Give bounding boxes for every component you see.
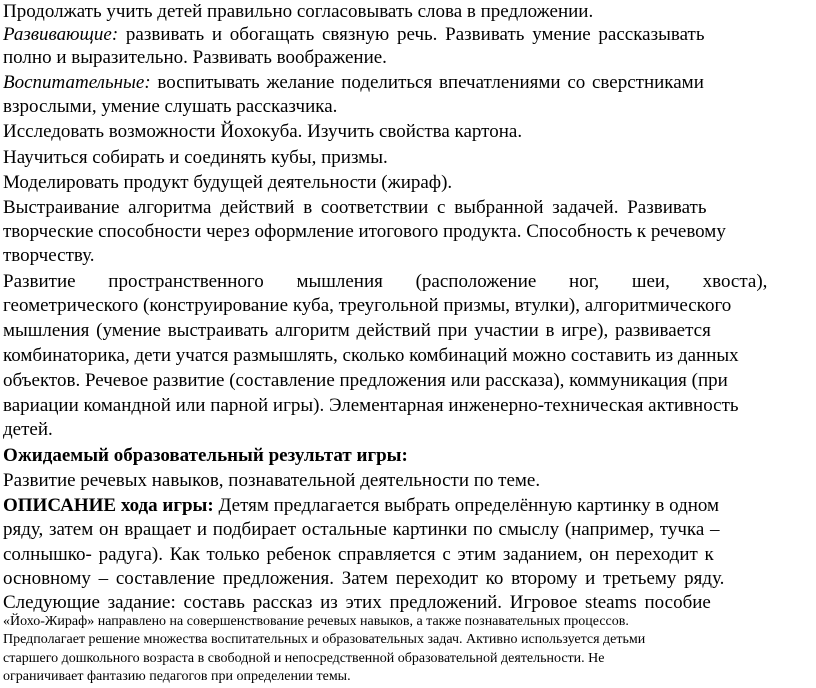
expected-result-heading: Ожидаемый образовательный результат игры: (3, 445, 408, 466)
text-span: развивать и обогащать связную речь. Развивать умение рассказывать (125, 24, 705, 45)
text-line-small: Предполагает решение множества воспитательных и образовательных задач. Активно используется детьми (3, 632, 646, 647)
text-line: Развитие пространственного мышления (расположение ног, шеи, хвоста), (3, 271, 768, 292)
text-line (3, 24, 705, 46)
text-line: Моделировать продукт будущей деятельности (жираф). (3, 172, 453, 193)
game-description-heading: ОПИСАНИЕ хода игры: (3, 495, 214, 516)
text-line: творческие способности через оформление итогового продукта. Способность к речевому (3, 221, 726, 242)
text-line: основному – составление предложения. Затем переходит ко второму и третьему ряду. (3, 568, 725, 589)
text-line: ряду, затем он вращает и подбирает остальные картинки по смыслу (например, тучка – (3, 519, 720, 540)
text-span: Детям предлагается выбрать определённую картинку в одном (218, 495, 720, 516)
text-line: взрослыми, умение слушать рассказчика. (3, 96, 338, 117)
text-span: воспитывать желание поделиться впечатлениями со сверстниками (157, 72, 704, 93)
text-line: Развитие речевых навыков, познавательной деятельности по теме. (3, 470, 541, 491)
text-line (3, 495, 719, 517)
text-line: Исследовать возможности Йохокуба. Изучить свойства картона. (3, 121, 523, 142)
text-line-small: «Йохо-Жираф» направлено на совершенствование речевых навыков, а также познавательных процессов. (3, 614, 629, 629)
section-label-educational: Воспитательные: (3, 72, 151, 93)
text-line: мышления (умение выстраивать алгоритм действий при участии в игре), развивается (3, 320, 711, 341)
text-line: полно и выразительно. Развивать воображение. (3, 47, 387, 68)
text-line: Научиться собирать и соединять кубы, призмы. (3, 147, 388, 168)
text-line-small: ограничивает фантазию педагогов при определении темы. (3, 669, 351, 684)
text-line-small: старшего дошкольного возраста в свободной и непосредственной образовательной деятельности. Не (3, 651, 605, 666)
text-line: творчеству. (3, 245, 95, 266)
text-line (3, 72, 704, 94)
text-line: геометрического (конструирование куба, треугольной призмы, втулки), алгоритмического (3, 295, 732, 316)
text-line: Выстраивание алгоритма действий в соответствии с выбранной задачей. Развивать (3, 197, 707, 218)
text-line: комбинаторика, дети учатся размышлять, сколько комбинаций можно составить из данных (3, 345, 739, 366)
text-line: вариации командной или парной игры). Элементарная инженерно-техническая активность (3, 395, 739, 416)
text-line: объектов. Речевое развитие (составление предложения или рассказа), коммуникация (при (3, 370, 728, 391)
text-line: Следующие задание: составь рассказ из этих предложений. Игровое steams пособие (3, 592, 711, 613)
text-line: солнышко- радуга). Как только ребенок справляется с этим заданием, он переходит к (3, 544, 714, 565)
section-label-developing: Развивающие: (3, 24, 119, 45)
text-line: детей. (3, 419, 53, 440)
text-line: Продолжать учить детей правильно согласовывать слова в предложении. (3, 1, 594, 22)
